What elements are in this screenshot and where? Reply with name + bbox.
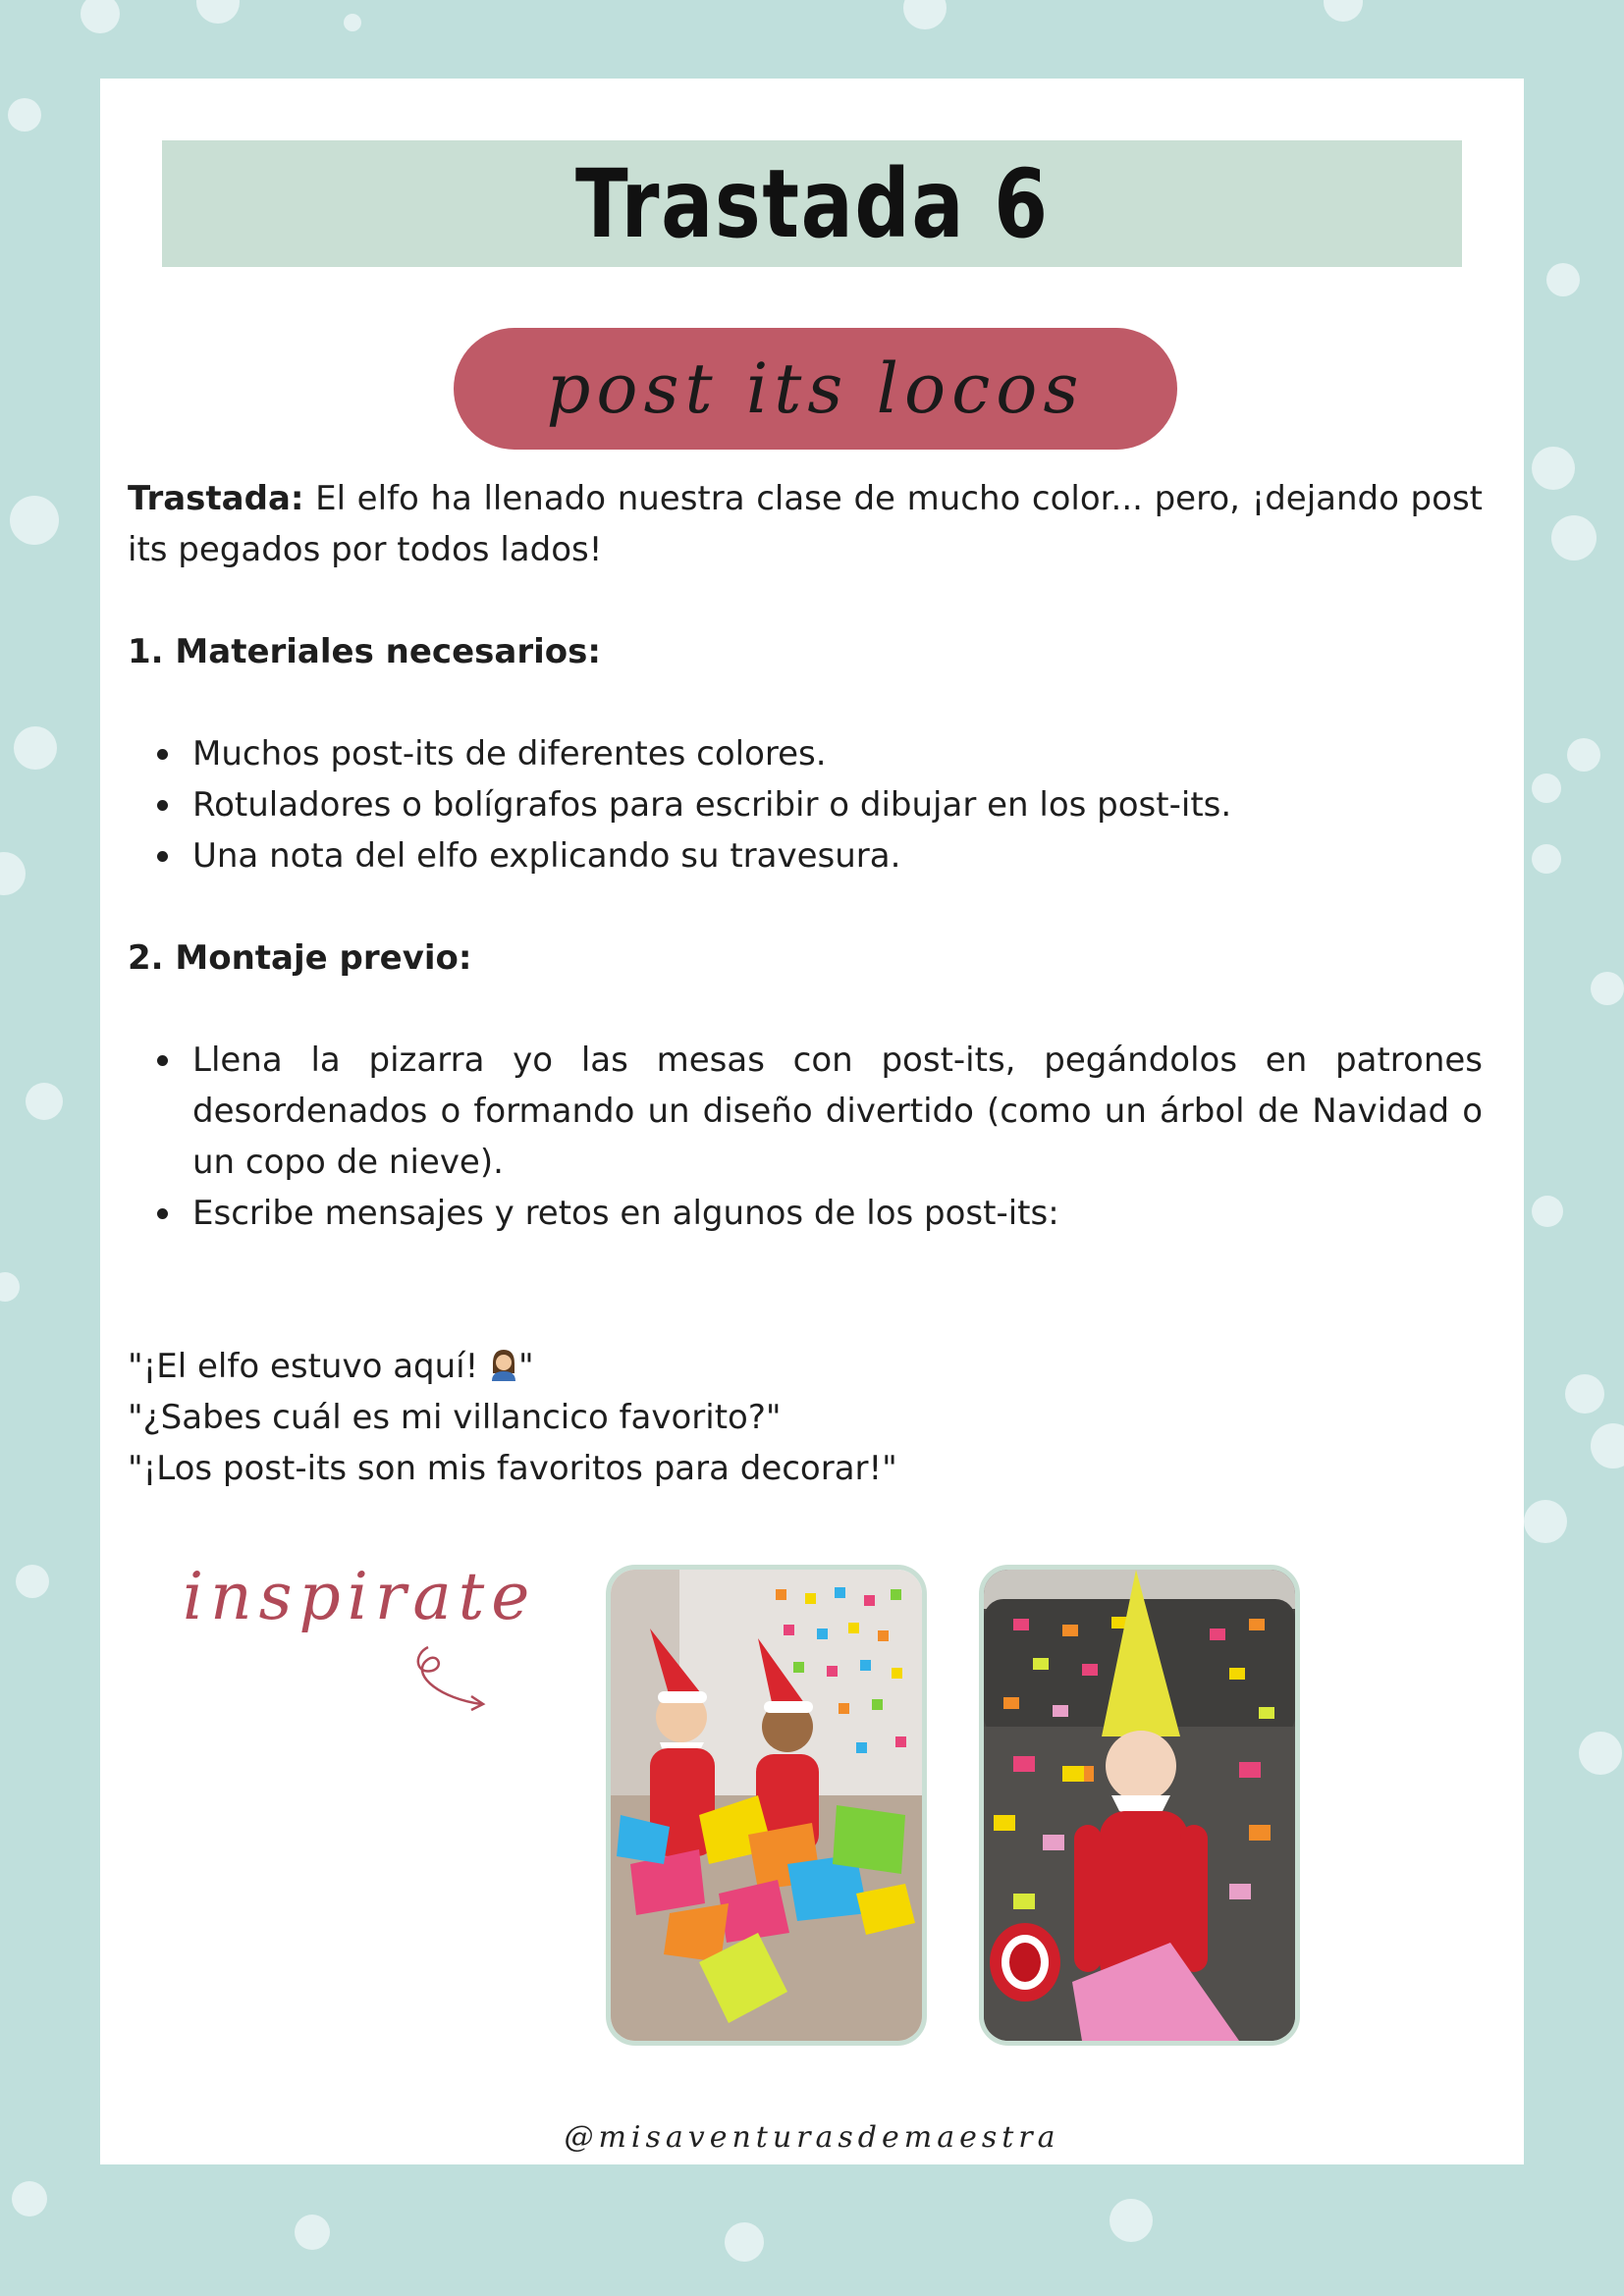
quote-line: "¿Sabes cuál es mi villancico favorito?" [128,1398,782,1437]
quotes-block [128,1341,1483,1494]
intro-label: Trastada: [128,479,304,518]
quote-line: "¡El elfo estuvo aquí! " [128,1347,534,1386]
content-card [100,79,1524,2164]
intro-text: El elfo ha llenado nuestra clase de mucho color... pero, ¡dejando post its pegados por todos lados! [128,479,1483,569]
section2-heading: 2. Montaje previo: [128,938,472,978]
intro-paragraph [128,473,1483,575]
page-title: Trastada 6 [574,148,1050,259]
elf-on-sofa-with-post-its-photo [984,1570,1295,2041]
setup-list [128,1035,1483,1239]
subtitle-pill [454,328,1177,450]
list-item: Rotuladores o bolígrafos para escribir o dibujar en los post-its. [192,779,1483,830]
materials-list [128,728,1483,881]
quote-line: "¡Los post-its son mis favoritos para decorar!" [128,1449,897,1488]
woman-emoji-icon [489,1345,518,1378]
photo-elf-sofa [979,1565,1300,2046]
footer-handle: @misaventurasdemaestra [564,2120,1060,2155]
list-item: Llena la pizarra yo las mesas con post-its, pegándolos en patrones desordenados o formando un diseño divertido (como un árbol de Navidad o un copo de nieve). [192,1035,1483,1188]
title-banner [162,140,1462,267]
list-item: Una nota del elfo explicando su travesura. [192,830,1483,881]
subtitle: post its locos [546,348,1085,429]
section1-heading: 1. Materiales necesarios: [128,632,601,671]
list-item: Muchos post-its de diferentes colores. [192,728,1483,779]
list-item: Escribe mensajes y retos en algunos de los post-its: [192,1188,1483,1239]
elves-with-colorful-post-its-photo [611,1570,922,2041]
inspiration-label: inspirate [183,1559,537,1634]
photo-elves-post-its [606,1565,927,2046]
curly-arrow-icon [410,1641,499,1730]
